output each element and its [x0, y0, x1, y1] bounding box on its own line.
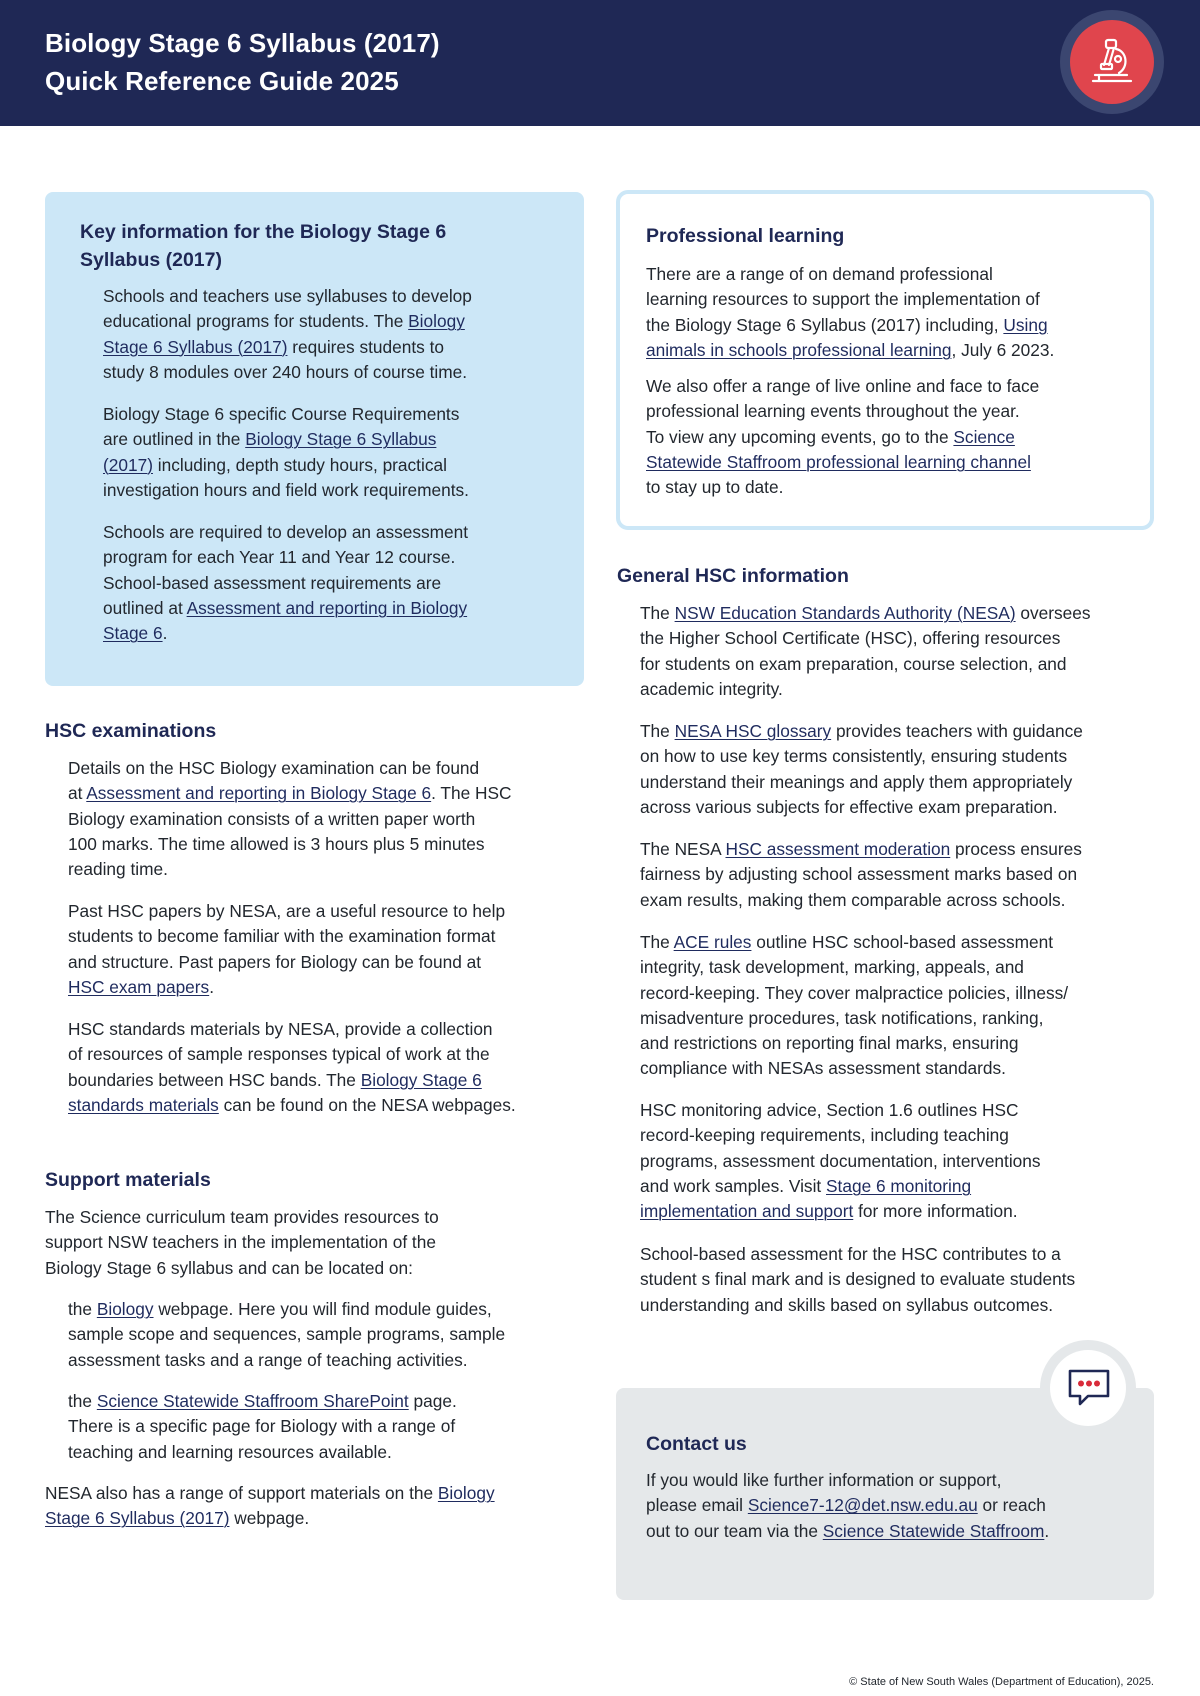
nesa-link[interactable]: NSW Education Standards Authority (NESA) — [674, 603, 1016, 623]
professional-learning-paragraph-2: We also offer a range of live online and face to face professional learning events throughout the year. To view any upcoming events, go to the Science Statewide Staffroom professional learning channel to stay up to date. — [646, 376, 1040, 498]
support-materials-heading: Support materials — [45, 1169, 211, 1191]
key-information-heading: Key information for the Biology Stage 6 Syllabus (2017) — [80, 221, 447, 271]
contact-heading: Contact us — [646, 1433, 747, 1455]
support-outro: NESA also has a range of support materials on the Biology Stage 6 Syllabus (2017) webpage. — [45, 1483, 495, 1529]
professional-learning-heading: Professional learning — [646, 225, 845, 247]
standards-materials-link[interactable]: Biology Stage 6 — [360, 1069, 482, 1090]
assessment-reporting-link[interactable]: Assessment and reporting in Biology — [186, 597, 468, 618]
general-hsc-paragraph-6: School-based assessment for the HSC contributes to a student s final mark and is designed to evaluate students understanding and skills based on syllabus outcomes. — [640, 1244, 1076, 1315]
standards-materials-link[interactable]: standards materials — [68, 1094, 219, 1115]
hsc-exam-paragraph-3: HSC standards materials by NESA, provide a collection of resources of sample responses typical of work at the boundaries between HSC bands. The Biology Stage 6 standards materials can be found on the NESA webpages. — [68, 1019, 516, 1115]
document-title: Biology Stage 6 Syllabus (2017) — [45, 28, 440, 58]
general-hsc-paragraph-3: The NESA HSC assessment moderation process ensures fairness by adjusting school assessment marks based on exam results, making them comparable across schools. — [640, 839, 1082, 910]
general-hsc-paragraph-5: HSC monitoring advice, Section 1.6 outlines HSC record-keeping requirements, including teaching programs, assessment documentation, interventions and work samples. Visit Stage 6 monitoring implementation and support for more information. — [640, 1100, 1041, 1222]
using-animals-link[interactable]: Using — [1003, 314, 1048, 335]
biology-syllabus-link[interactable]: Stage 6 Syllabus (2017) — [103, 336, 288, 357]
professional-learning-paragraph-1: There are a range of on demand professional learning resources to support the implementation of the Biology Stage 6 Syllabus (2017) including, Using animals in schools professional learning, July 6 2023. — [646, 264, 1055, 360]
biology-syllabus-link[interactable]: Biology — [408, 311, 465, 332]
assessment-reporting-link[interactable]: Stage 6 — [103, 623, 163, 644]
general-hsc-paragraph-2: The NESA HSC glossary provides teachers with guidance on how to use key terms consistently, ensuring students understand their meanings and apply them appropriately across various subjects for effective exam preparation. — [640, 721, 1083, 817]
logo-badge — [1060, 10, 1164, 114]
copyright-notice: © State of New South Wales (Department of Education), 2025. — [849, 1676, 1154, 1688]
biology-syllabus-link[interactable]: Biology Stage 6 Syllabus — [245, 429, 437, 450]
assessment-reporting-link[interactable]: Assessment and reporting in Biology Stage 6 — [86, 783, 432, 804]
document-subtitle: Quick Reference Guide 2025 — [45, 66, 399, 96]
hsc-exam-paragraph-2: Past HSC papers by NESA, are a useful resource to help students to become familiar with the examination format and structure. Past papers for Biology can be found at HSC exam papers. — [68, 901, 506, 997]
chat-badge — [1040, 1340, 1136, 1436]
hsc-exam-paragraph-1: Details on the HSC Biology examination can be found at Assessment and reporting in Biology Stage 6. The HSC Biology examination consists of a written paper worth 100 marks. The time allowed is 3 hours plus 5 minutes reading time. — [68, 758, 512, 880]
hsc-examinations-heading: HSC examinations — [45, 720, 217, 742]
chat-icon — [1066, 1368, 1112, 1408]
using-animals-link[interactable]: animals in schools professional learning — [646, 339, 952, 360]
ace-rules-link[interactable]: ACE rules — [673, 932, 752, 952]
general-hsc-heading: General HSC information — [617, 565, 849, 587]
biology-syllabus-link[interactable]: Stage 6 Syllabus (2017) — [45, 1508, 230, 1529]
general-hsc-paragraph-1: The NSW Education Standards Authority (NESA) oversees the Higher School Certificate (HSC), offering resources for students on exam preparation, course selection, and academic integrity. — [640, 603, 1091, 699]
support-item-sharepoint: the Science Statewide Staffroom SharePoint page. There is a specific page for Biology with a range of teaching and learning resources available. — [68, 1391, 457, 1462]
biology-syllabus-link[interactable]: Biology — [437, 1483, 495, 1503]
staffroom-sharepoint-link[interactable]: Science Statewide Staffroom SharePoint — [96, 1391, 409, 1411]
general-hsc-paragraph-4: The ACE rules outline HSC school-based assessment integrity, task development, marking, appeals, and record-keeping. They cover malpractice policies, illness/ misadventure procedures, task notifications, ranking, and restrictions on reporting final marks, ensuring compliance with NESAs assessment standards. — [640, 932, 1069, 1079]
support-intro: The Science curriculum team provides resources to support NSW teachers in the implementation of the Biology Stage 6 syllabus and can be located on: — [45, 1207, 439, 1278]
staffroom-pl-channel-link[interactable]: Statewide Staffroom professional learning channel — [646, 451, 1031, 472]
key-info-paragraph-2: Biology Stage 6 specific Course Requirements are outlined in the Biology Stage 6 Syllabus (2017) including, depth study hours, practical investigation hours and field work requirements. — [103, 404, 469, 500]
key-info-paragraph-3: Schools are required to develop an assessment program for each Year 11 and Year 12 course. School-based assessment requirements are outlined at Assessment and reporting in Biology Stage 6. — [103, 522, 469, 644]
stage6-monitoring-link[interactable]: Stage 6 monitoring — [826, 1175, 972, 1196]
stage6-monitoring-link[interactable]: implementation and support — [640, 1201, 854, 1222]
biology-webpage-link[interactable]: Biology — [96, 1299, 154, 1319]
assessment-moderation-link[interactable]: HSC assessment moderation — [725, 839, 951, 859]
science-staffroom-link[interactable]: Science Statewide Staffroom — [822, 1520, 1045, 1541]
contact-text: If you would like further information or support, please email Science7-12@det.nsw.edu.au or reach out to our team via the Science Statewide Staffroom. — [646, 1470, 1050, 1541]
biology-syllabus-link[interactable]: (2017) — [103, 454, 153, 475]
email-link[interactable]: Science7-12@det.nsw.edu.au — [747, 1495, 978, 1516]
hsc-exam-papers-link[interactable]: HSC exam papers — [68, 976, 210, 997]
page-header — [0, 0, 1200, 126]
hsc-glossary-link[interactable]: NESA HSC glossary — [674, 721, 832, 741]
support-item-biology: the Biology webpage. Here you will find module guides, sample scope and sequences, sample programs, sample assessment tasks and a range of teaching activities. — [68, 1299, 506, 1370]
key-info-paragraph-1: Schools and teachers use syllabuses to develop educational programs for students. The Biology Stage 6 Syllabus (2017) requires students to study 8 modules over 240 hours of course time. — [103, 286, 472, 382]
staffroom-pl-channel-link[interactable]: Science — [953, 426, 1015, 447]
microscope-icon — [1089, 37, 1135, 87]
